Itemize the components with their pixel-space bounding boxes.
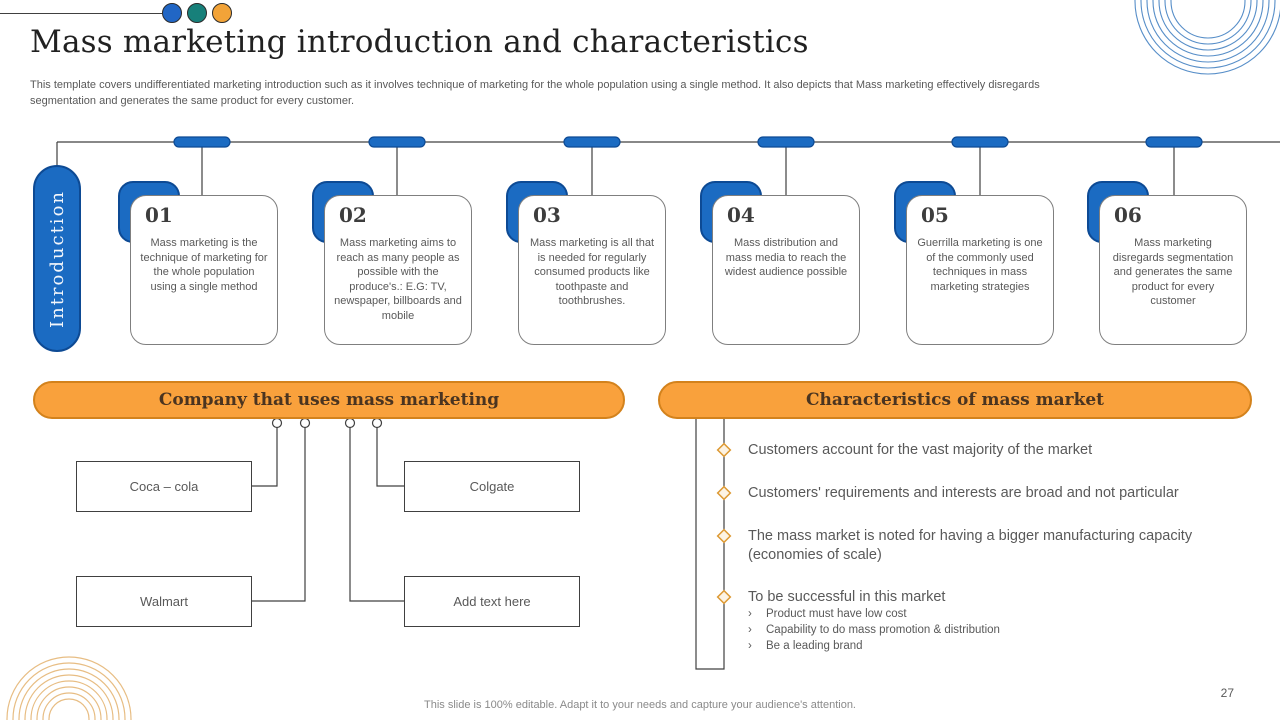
company-box-coca-cola[interactable]: Coca – cola — [76, 461, 252, 512]
characteristics-header-pill[interactable]: Characteristics of mass market — [658, 381, 1252, 419]
card-number: 02 — [339, 203, 367, 227]
sub-bullet-list — [748, 606, 1000, 654]
diamond-bullet-icon — [718, 487, 731, 500]
flow-node-tab — [952, 137, 1008, 147]
sub-bullet-item[interactable] — [748, 622, 1000, 638]
company-node-circle — [273, 419, 282, 428]
company-node-circle — [373, 419, 382, 428]
footer-note: This slide is 100% editable. Adapt it to your needs and capture your audience's attention. — [424, 699, 856, 711]
characteristics-bracket — [696, 419, 724, 669]
sub-bullet-item[interactable] — [748, 638, 1000, 654]
card-text: Mass distribution and mass media to reach the widest audience possible — [724, 237, 848, 279]
flow-node-tab — [1146, 137, 1202, 147]
card-number: 04 — [727, 203, 755, 227]
company-box-colgate[interactable]: Colgate — [404, 461, 580, 512]
card-text: Mass marketing disregards segmentation and generates the same product for every customer — [1112, 237, 1234, 308]
slide-subtitle[interactable]: This template covers undifferentiated marketing introduction such as it involves technique of marketing for the whole population using a single method. It also depicts that Mass marketing effectively disregards segmentation and generates the same product for every customer. — [30, 79, 1040, 107]
bullet-item[interactable]: To be successful in this market — [748, 589, 946, 605]
flow-card-01[interactable] — [130, 195, 278, 345]
flow-card-05[interactable] — [906, 195, 1054, 345]
diamond-bullet-icon — [718, 591, 731, 604]
sub-bullet-text: Product must have low cost — [766, 608, 907, 620]
bullet-item[interactable]: Customers account for the vast majority of the market — [748, 442, 1093, 458]
chevron-bullet-icon: › — [748, 624, 752, 636]
flow-node-tab — [564, 137, 620, 147]
chevron-bullet-icon: › — [748, 608, 752, 620]
diamond-bullet-icon — [718, 444, 731, 457]
company-node-circle — [301, 419, 310, 428]
chevron-bullet-icon: › — [748, 640, 752, 652]
flow-node-tab — [369, 137, 425, 147]
bullet-item[interactable]: Customers' requirements and interests are broad and not particular — [748, 485, 1179, 501]
sub-bullet-item[interactable] — [748, 606, 1000, 622]
company-node-circle — [346, 419, 355, 428]
sub-bullet-text: Be a leading brand — [766, 640, 863, 652]
card-number: 01 — [145, 203, 173, 227]
flow-card-06[interactable] — [1099, 195, 1247, 345]
company-box-add-text[interactable]: Add text here — [404, 576, 580, 627]
flow-node-tab — [174, 137, 230, 147]
company-connector-colgate — [377, 427, 404, 486]
card-text: Mass marketing aims to reach as many people as possible with the produce's.: E.G: TV, newspaper, billboards and mobile — [334, 237, 462, 322]
bullet-item[interactable]: The mass market is noted for having a bigger manufacturing capacity (economies of scale) — [748, 528, 1193, 563]
company-connector-walmart — [251, 427, 305, 601]
slide-title[interactable]: Mass marketing introduction and characteristics — [30, 24, 809, 60]
diamond-bullet-icon — [718, 530, 731, 543]
card-text: Mass marketing is the technique of marketing for the whole population using a single method — [140, 237, 268, 293]
flow-card-04[interactable] — [712, 195, 860, 345]
intro-pill[interactable] — [33, 165, 81, 352]
card-text: Guerrilla marketing is one of the commonly used techniques in mass marketing strategies — [917, 237, 1043, 293]
company-connector-coca — [251, 427, 277, 486]
flow-card-03[interactable] — [518, 195, 666, 345]
card-number: 06 — [1114, 203, 1142, 227]
flow-node-tab — [758, 137, 814, 147]
company-header-pill[interactable]: Company that uses mass marketing — [33, 381, 625, 419]
card-number: 03 — [533, 203, 561, 227]
company-box-walmart[interactable]: Walmart — [76, 576, 252, 627]
sub-bullet-text: Capability to do mass promotion & distribution — [766, 624, 1000, 636]
card-number: 05 — [921, 203, 949, 227]
intro-pill-label: Introduction — [46, 189, 68, 328]
card-text: Mass marketing is all that is needed for regularly consumed products like toothpaste and toothbrushes. — [529, 237, 655, 308]
page-number: 27 — [1220, 686, 1234, 700]
flow-card-02[interactable] — [324, 195, 472, 345]
